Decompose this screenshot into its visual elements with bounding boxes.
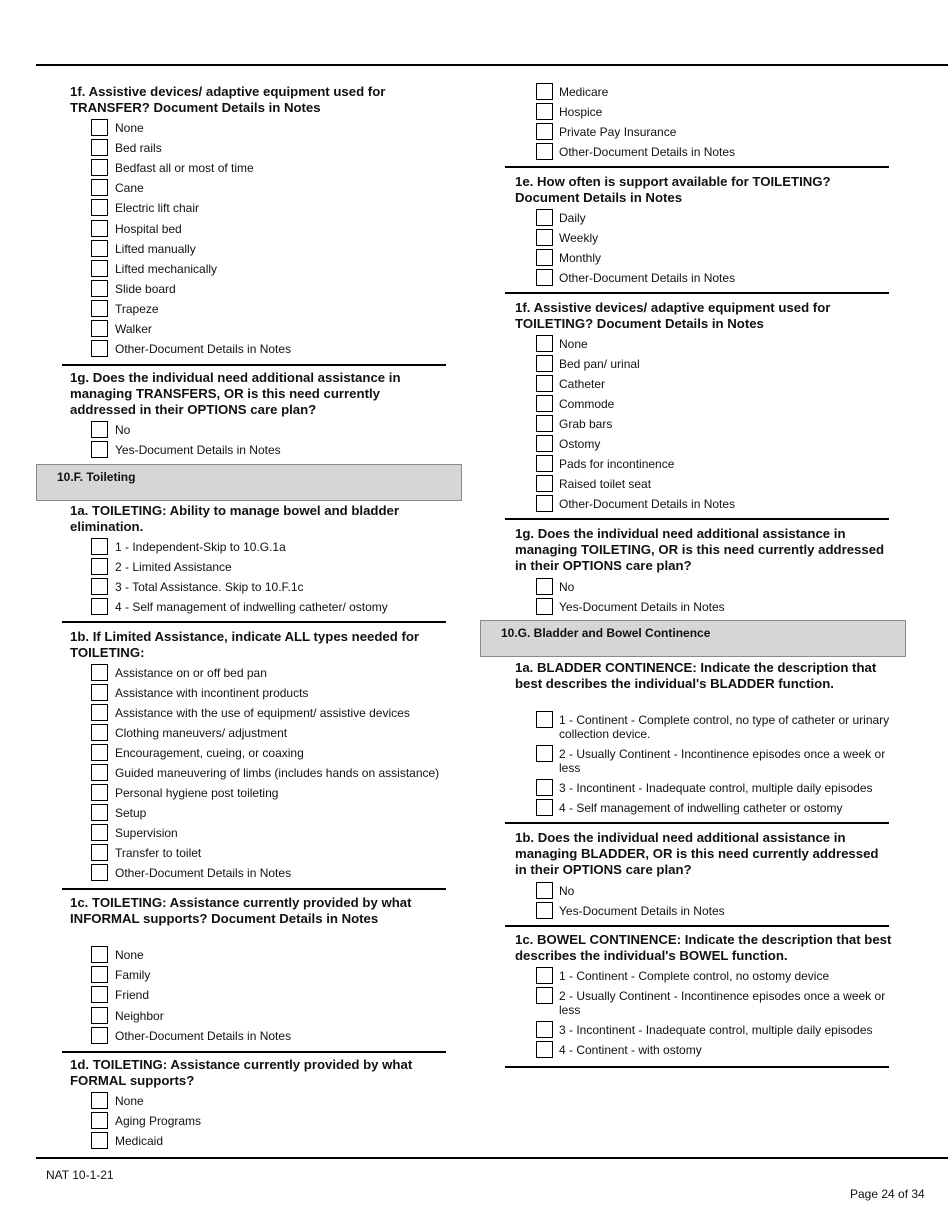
question-1a-toileting: 1a. TOILETING: Ability to manage bowel and bladder elimination. (70, 503, 399, 534)
checkbox-label: Neighbor (115, 1008, 164, 1023)
checkbox[interactable] (536, 335, 553, 352)
checkbox-label: Other-Document Details in Notes (115, 866, 292, 880)
checkbox[interactable] (91, 119, 108, 136)
checkbox[interactable] (536, 455, 553, 472)
checkbox-label: Other-Document Details in Notes (559, 271, 736, 285)
divider (505, 1066, 889, 1068)
checkbox[interactable] (536, 103, 553, 120)
divider (505, 822, 889, 824)
checkbox[interactable] (91, 684, 108, 701)
checkbox-label: No (559, 884, 575, 898)
form-code: NAT 10-1-21 (46, 1168, 114, 1182)
checkbox-label: Aging Programs (115, 1114, 202, 1128)
checkbox[interactable] (536, 882, 553, 899)
checkbox-label: Commode (559, 397, 615, 411)
checkbox[interactable] (91, 558, 108, 575)
checkbox-label: 2 - Usually Continent - Incontinence episodes once a week or less (559, 747, 886, 775)
checkbox[interactable] (91, 664, 108, 681)
page-number: Page 24 of 34 (850, 1187, 925, 1201)
checkbox-label: Lifted manually (115, 241, 196, 256)
checkbox[interactable] (536, 711, 553, 728)
checkbox-label: Personal hygiene post toileting (115, 786, 279, 800)
checkbox[interactable] (91, 1027, 108, 1044)
checkbox[interactable] (91, 578, 108, 595)
checkbox[interactable] (91, 260, 108, 277)
checkbox-label: 2 - Usually Continent - Incontinence episodes once a week or less (559, 989, 886, 1017)
checkbox-label: Pads for incontinence (559, 457, 675, 471)
checkbox-label: Yes-Document Details in Notes (559, 600, 725, 614)
checkbox[interactable] (536, 229, 553, 246)
checkbox-label: Monthly (559, 251, 602, 265)
checkbox[interactable] (536, 395, 553, 412)
question-1b-toileting: 1b. If Limited Assistance, indicate ALL types needed for TOILETING: (70, 629, 420, 660)
section-header-10f: 10.F. Toileting (36, 464, 462, 501)
checkbox[interactable] (91, 179, 108, 196)
checkbox-label: Grab bars (559, 417, 613, 431)
bottom-rule (36, 1157, 948, 1159)
checkbox[interactable] (91, 844, 108, 861)
checkbox-label: Clothing maneuvers/ adjustment (115, 726, 288, 740)
checkbox[interactable] (91, 240, 108, 257)
question-1a-bladder: 1a. BLADDER CONTINENCE: Indicate the description that best describes the individual's BLADDER function. (515, 660, 877, 691)
checkbox[interactable] (91, 280, 108, 297)
checkbox-label: 3 - Total Assistance. Skip to 10.F.1c (115, 580, 304, 594)
divider (62, 1051, 446, 1053)
checkbox[interactable] (91, 199, 108, 216)
checkbox-label: Bedfast all or most of time (115, 161, 254, 176)
checkbox[interactable] (536, 967, 553, 984)
checkbox[interactable] (91, 864, 108, 881)
checkbox[interactable] (91, 966, 108, 983)
checkbox[interactable] (536, 415, 553, 432)
checkbox-label: Ostomy (559, 437, 601, 451)
checkbox[interactable] (91, 1092, 108, 1109)
checkbox-label: Cane (115, 181, 144, 196)
divider (62, 364, 446, 366)
checkbox-label: Supervision (115, 826, 178, 840)
checkbox-label: No (559, 580, 575, 594)
checkbox[interactable] (91, 441, 108, 458)
checkbox-label: 1 - Independent-Skip to 10.G.1a (115, 540, 286, 554)
question-1g-transfer: 1g. Does the individual need additional assistance in managing TRANSFERS, OR is this need currently addressed in their OPTIONS care plan? (70, 370, 401, 417)
checkbox-label: 1 - Continent - Complete control, no type of catheter or urinary collection device. (559, 713, 890, 741)
checkbox[interactable] (536, 435, 553, 452)
question-1g-toileting: 1g. Does the individual need additional assistance in managing TOILETING, OR is this need currently addressed in their OPTIONS care plan? (515, 526, 885, 573)
checkbox-label: Assistance on or off bed pan (115, 666, 267, 680)
checkbox-label: Assistance with the use of equipment/ assistive devices (115, 706, 410, 720)
checkbox[interactable] (91, 986, 108, 1003)
checkbox[interactable] (536, 1041, 553, 1058)
checkbox[interactable] (536, 355, 553, 372)
checkbox[interactable] (91, 421, 108, 438)
checkbox-label: None (115, 948, 144, 962)
checkbox-label: 4 - Continent - with ostomy (559, 1043, 702, 1057)
checkbox-label: Bed pan/ urinal (559, 357, 640, 371)
checkbox-label: None (115, 1094, 144, 1108)
checkbox-label: Encouragement, cueing, or coaxing (115, 746, 304, 760)
checkbox-label: Guided maneuvering of limbs (includes hands on assistance) (115, 766, 440, 780)
checkbox-label: None (115, 121, 144, 135)
checkbox[interactable] (536, 143, 553, 160)
question-1d-toileting: 1d. TOILETING: Assistance currently provided by what FORMAL supports? (70, 1057, 413, 1088)
checkbox-label: 1 - Continent - Complete control, no ostomy device (559, 969, 830, 983)
checkbox-label: Other-Document Details in Notes (115, 342, 292, 357)
checkbox[interactable] (91, 724, 108, 741)
checkbox[interactable] (91, 320, 108, 337)
checkbox-label: Friend (115, 988, 150, 1003)
question-1e-toileting: 1e. How often is support available for TOILETING? Document Details in Notes (515, 174, 831, 205)
checkbox-label: Other-Document Details in Notes (115, 1028, 292, 1043)
checkbox[interactable] (91, 300, 108, 317)
checkbox-label: Yes-Document Details in Notes (115, 443, 281, 457)
checkbox[interactable] (536, 475, 553, 492)
checkbox-label: Family (115, 968, 151, 983)
checkbox-label: Weekly (559, 231, 599, 245)
checkbox-label: 2 - Limited Assistance (115, 560, 232, 574)
checkbox-label: Hospice (559, 105, 603, 119)
checkbox-label: 4 - Self management of indwelling catheter/ ostomy (115, 600, 388, 614)
checkbox[interactable] (536, 209, 553, 226)
divider (62, 888, 446, 890)
checkbox[interactable] (536, 987, 553, 1004)
checkbox-label: Transfer to toilet (115, 846, 202, 860)
checkbox-label: Walker (115, 322, 152, 336)
checkbox[interactable] (536, 123, 553, 140)
checkbox-label: Raised toilet seat (559, 477, 652, 491)
checkbox[interactable] (536, 269, 553, 286)
checkbox-label: 3 - Incontinent - Inadequate control, multiple daily episodes (559, 1023, 873, 1037)
checkbox[interactable] (91, 1132, 108, 1149)
checkbox-label: Electric lift chair (115, 201, 200, 216)
checkbox[interactable] (536, 779, 553, 796)
checkbox-label: Hospital bed (115, 221, 182, 236)
question-1f-transfer: 1f. Assistive devices/ adaptive equipment used for TRANSFER? Document Details in Notes (70, 84, 386, 115)
checkbox-label: Catheter (559, 377, 606, 391)
checkbox[interactable] (91, 220, 108, 237)
checkbox[interactable] (91, 598, 108, 615)
checkbox[interactable] (536, 83, 553, 100)
checkbox[interactable] (536, 249, 553, 266)
checkbox-label: Slide board (115, 281, 176, 296)
checkbox-label: Assistance with incontinent products (115, 686, 309, 700)
checkbox-label: Lifted mechanically (115, 261, 218, 276)
checkbox[interactable] (91, 1112, 108, 1129)
checkbox-label: Setup (115, 806, 147, 820)
checkbox-label: 3 - Incontinent - Inadequate control, multiple daily episodes (559, 781, 873, 795)
checkbox-label: Other-Document Details in Notes (559, 497, 736, 511)
checkbox[interactable] (536, 902, 553, 919)
checkbox[interactable] (91, 340, 108, 357)
divider (505, 292, 889, 294)
checkbox[interactable] (91, 784, 108, 801)
checkbox[interactable] (91, 744, 108, 761)
divider (505, 518, 889, 520)
checkbox-label: Other-Document Details in Notes (559, 145, 736, 159)
question-1f-toileting: 1f. Assistive devices/ adaptive equipment used for TOILETING? Document Details in Notes (515, 300, 831, 331)
question-1b-bladder: 1b. Does the individual need additional assistance in managing BLADDER, OR is this need currently addressed in their OPTIONS care plan? (515, 830, 879, 877)
checkbox-label: Yes-Document Details in Notes (559, 904, 725, 918)
checkbox[interactable] (536, 495, 553, 512)
checkbox[interactable] (536, 375, 553, 392)
divider (62, 621, 446, 623)
checkbox-label: None (559, 337, 588, 351)
checkbox[interactable] (91, 804, 108, 821)
checkbox-label: Medicaid (115, 1134, 164, 1148)
checkbox-label: Private Pay Insurance (559, 125, 677, 139)
checkbox-label: Medicare (559, 85, 609, 99)
checkbox[interactable] (536, 578, 553, 595)
checkbox[interactable] (536, 799, 553, 816)
checkbox[interactable] (91, 159, 108, 176)
divider (505, 925, 889, 927)
checkbox[interactable] (91, 824, 108, 841)
checkbox[interactable] (91, 764, 108, 781)
divider (505, 166, 889, 168)
section-header-10g: 10.G. Bladder and Bowel Continence (480, 620, 906, 657)
question-1c-toileting: 1c. TOILETING: Assistance currently provided by what INFORMAL supports? Document Details in Notes (70, 895, 412, 926)
question-1c-bowel: 1c. BOWEL CONTINENCE: Indicate the description that best describes the individual's BOWEL function. (515, 932, 892, 963)
checkbox[interactable] (91, 946, 108, 963)
checkbox[interactable] (536, 1021, 553, 1038)
checkbox[interactable] (91, 538, 108, 555)
checkbox-label: Trapeze (115, 301, 159, 316)
checkbox-label: Daily (559, 211, 586, 225)
checkbox[interactable] (536, 745, 553, 762)
top-rule (36, 64, 948, 66)
checkbox-label: No (115, 423, 131, 437)
checkbox-label: Bed rails (115, 141, 162, 156)
checkbox[interactable] (91, 704, 108, 721)
checkbox-label: 4 - Self management of indwelling catheter or ostomy (559, 801, 843, 815)
checkbox[interactable] (91, 139, 108, 156)
checkbox[interactable] (91, 1007, 108, 1024)
checkbox[interactable] (536, 598, 553, 615)
